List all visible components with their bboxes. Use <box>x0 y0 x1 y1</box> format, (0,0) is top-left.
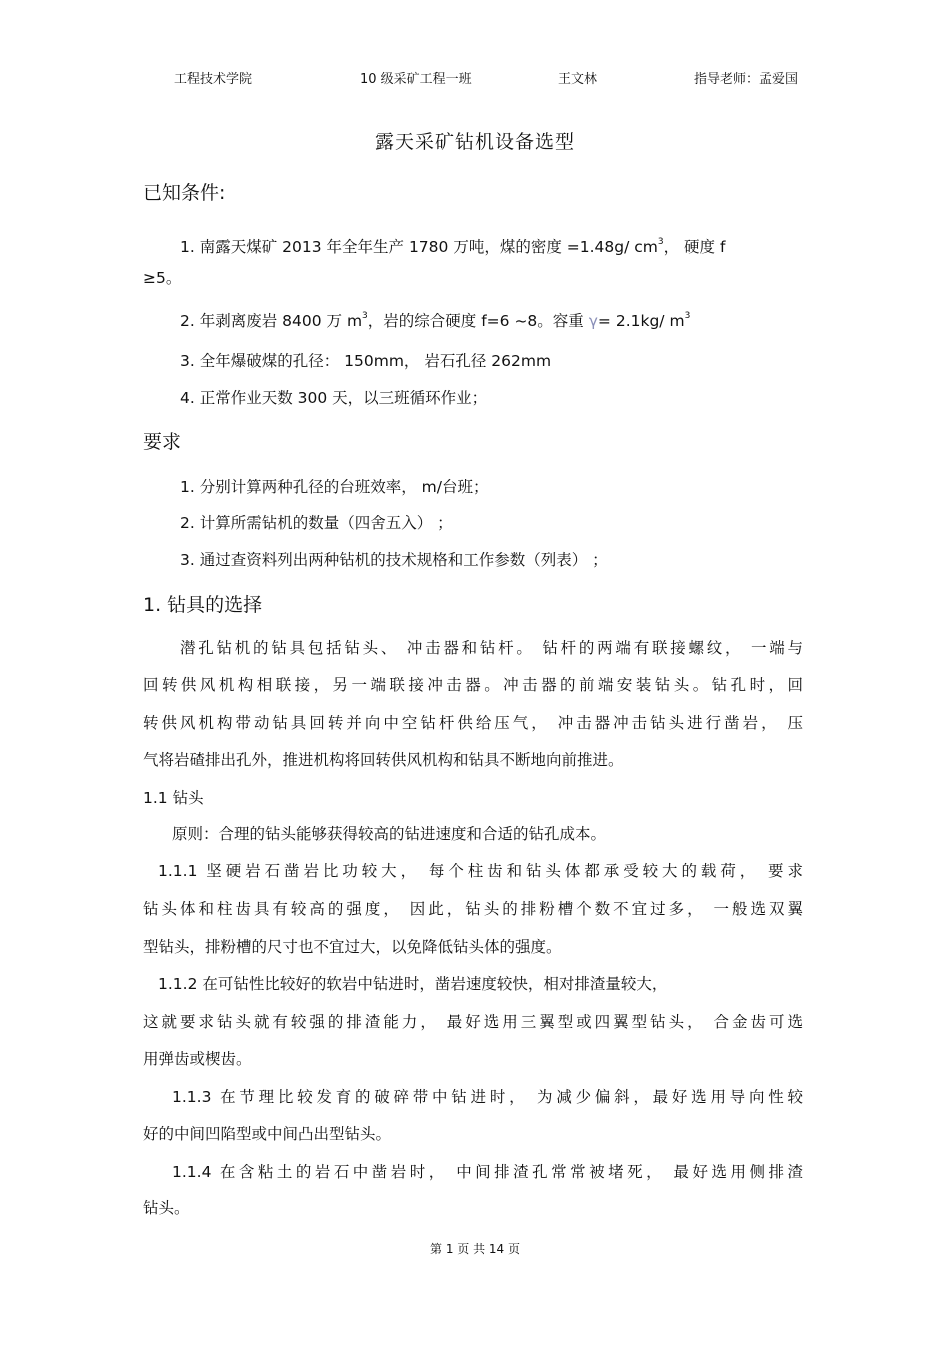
para-line-4: 气将岩碴排出孔外，推进机构将回转供风机构和钻具不断地向前推进。 <box>143 751 624 769</box>
header-class: 10 级采矿工程一班 <box>360 72 472 87</box>
p111-line-2: 钻头体和柱齿具有较高的强度， 因此，钻头的排粉槽个数不宜过多， 一般选双翼 <box>143 900 803 918</box>
header-advisor: 指导老师：孟爱国 <box>694 72 799 87</box>
p113-line-1: 1.1.3 在节理比较发育的破碎带中钻进时， 为减少偏斜，最好选用导向性较 <box>172 1088 803 1106</box>
header-student: 王文林 <box>558 72 598 87</box>
requirements-heading: 要求 <box>143 431 182 453</box>
requirement-2: 2. 计算所需钻机的数量（四舍五入） ； <box>180 514 453 532</box>
p112-line-3: 用弹齿或楔齿。 <box>143 1050 252 1068</box>
gamma-symbol: γ <box>588 312 598 330</box>
p111-line-3: 型钻头，排粉槽的尺寸也不宜过大，以免降低钻头体的强度。 <box>143 938 562 956</box>
p111-line-1: 1.1.1 坚硬岩石凿岩比功较大， 每个柱齿和钻头体都承受较大的载荷， 要求 <box>158 862 803 880</box>
p112-line-2: 这就要求钻头就有较强的排渣能力， 最好选用三翼型或四翼型钻头， 合金齿可选 <box>143 1013 803 1031</box>
p114-line-2: 钻头。 <box>143 1199 190 1217</box>
para-line-3: 转供风机构带动钻具回转并向中空钻杆供给压气， 冲击器冲击钻头进行凿岩， 压 <box>143 714 803 732</box>
known-item-3: 3. 全年爆破煤的孔径： 150mm， 岩石孔径 262mm <box>180 352 552 370</box>
known-item-1-line-1: 1. 南露天煤矿 2013 年全年生产 1780 万吨，煤的密度 =1.48g/ $cm^3$， 硬度 f <box>180 237 726 256</box>
page-number-footer: 第 1 页 共 14 页 <box>430 1242 520 1256</box>
p114-line-1: 1.1.4 在含粘土的岩石中凿岩时， 中间排渣孔常常被堵死， 最好选用侧排渣 <box>172 1163 803 1181</box>
document-title: 露天采矿钻机设备选型 <box>374 131 575 153</box>
requirement-1: 1. 分别计算两种孔径的台班效率， m/台班； <box>180 478 489 496</box>
para-line-2: 回转供风机构相联接，另一端联接冲击器。冲击器的前端安装钻头。钻孔时，回 <box>143 676 803 694</box>
para-line-1: 潜孔钻机的钻具包括钻头、 冲击器和钻杆。 钻杆的两端有联接螺纹， 一端与 <box>180 639 803 657</box>
requirement-3: 3. 通过查资料列出两种钻机的技术规格和工作参数（列表） ； <box>180 551 608 569</box>
p113-line-2: 好的中间凹陷型或中间凸出型钻头。 <box>143 1125 392 1143</box>
principle-line: 原则：合理的钻头能够获得较高的钻进速度和合适的钻孔成本。 <box>172 825 607 843</box>
known-item-1-line-2: ≥5。 <box>143 269 182 287</box>
header-college: 工程技术学院 <box>174 72 253 87</box>
subsection-1-1-heading: 1.1 钻头 <box>143 789 204 807</box>
known-heading: 已知条件: <box>143 182 226 204</box>
section-1-heading: 1. 钻具的选择 <box>143 594 263 616</box>
p112-line-1: 1.1.2 在可钻性比较好的软岩中钻进时，凿岩速度较快，相对排渣量较大， <box>158 975 668 993</box>
known-item-4: 4. 正常作业天数 300 天，以三班循环作业； <box>180 389 488 407</box>
known-item-2: 2. 年剥离废岩 8400 万 $m^3$，岩的综合硬度 f=6 ~8。容重 γ= 2.1kg/ $m^3$ <box>180 311 691 330</box>
